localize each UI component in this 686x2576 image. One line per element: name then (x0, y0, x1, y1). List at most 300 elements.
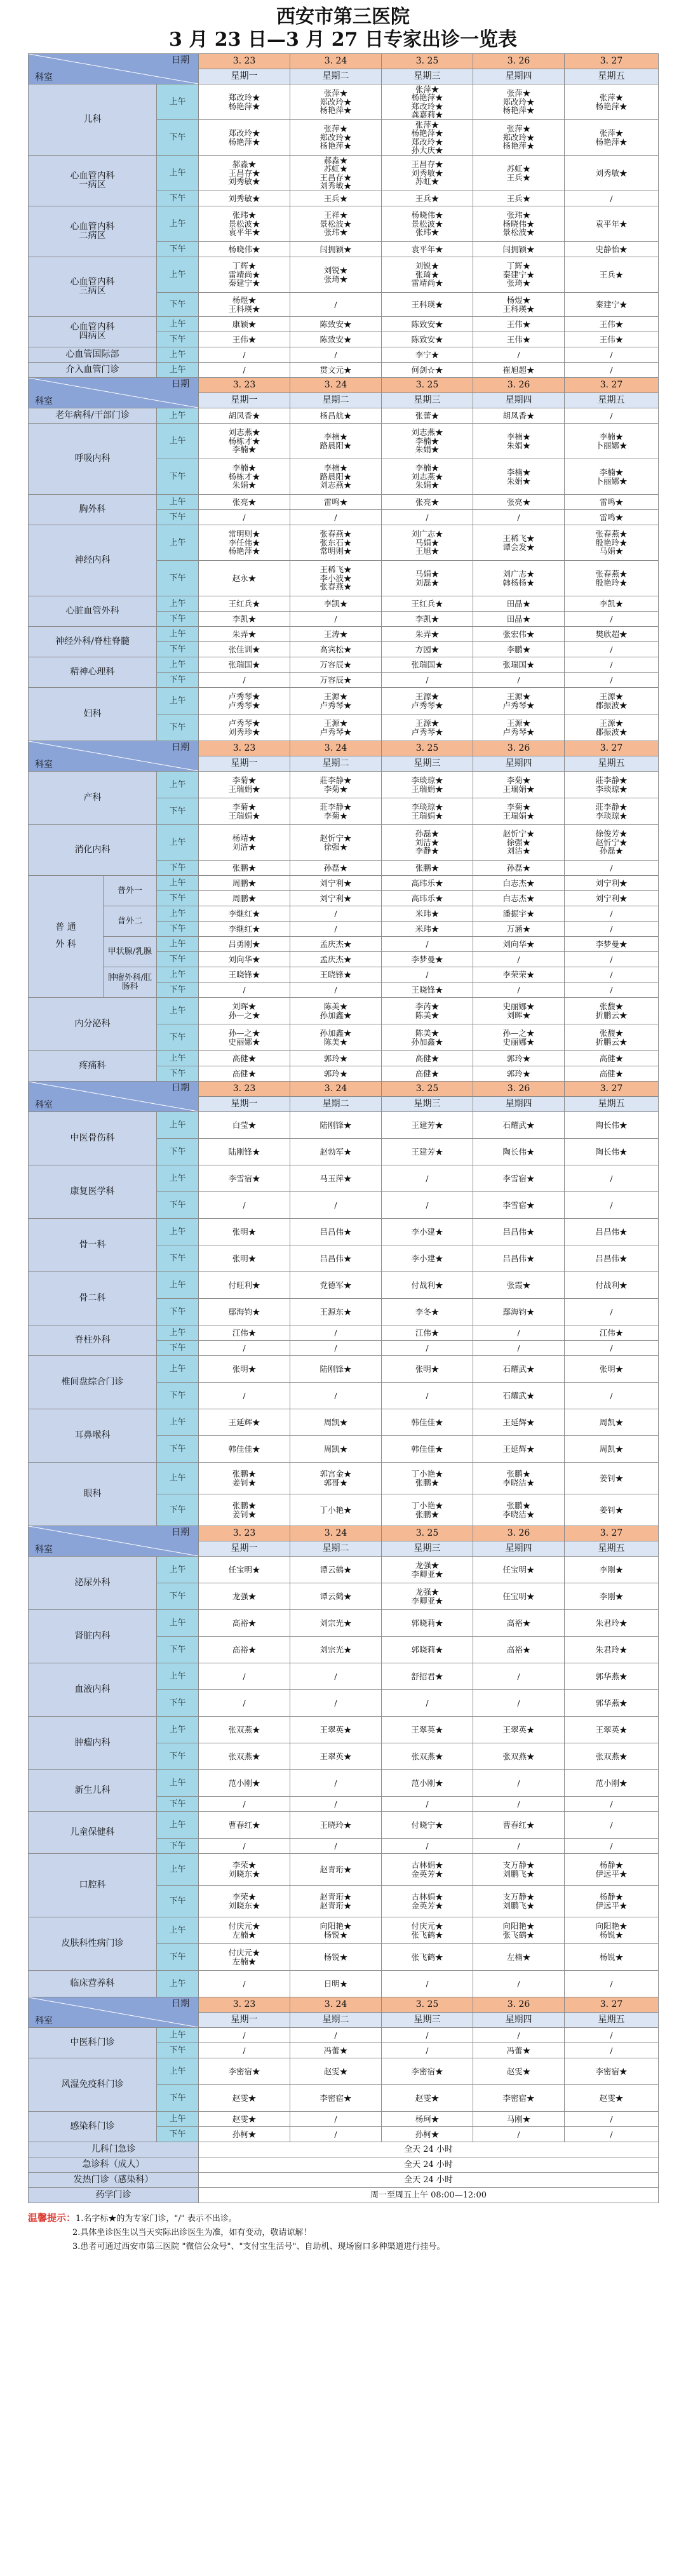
time-slot: 下午 (157, 120, 199, 156)
doctor-cell: 杨煜★ 王科瑛★ (199, 293, 290, 317)
doctor-cell: 李菊★ 王瑞娟★ (199, 772, 290, 798)
doctor-cell: 陈美★ 孙加鑫★ (382, 1024, 473, 1051)
doctor-cell: 李楠★ 卜丽娜★ (565, 424, 659, 459)
surgery-group-label (29, 876, 104, 998)
doctor-cell: / (565, 673, 659, 688)
time-slot: 下午 (157, 861, 199, 876)
doctor-cell: 杨锐★ (290, 1944, 382, 1971)
doctor-cell: 马刚★ (473, 2112, 565, 2127)
doctor-cell: 王祥★ 景松波★ 张玮★ (290, 206, 382, 242)
table-row (29, 596, 659, 612)
doctor-cell: 李楠★ 杨栋才★ 朱娟★ (199, 459, 290, 495)
doctor-cell: 刘宗光★ (290, 1610, 382, 1637)
department-name (29, 627, 157, 657)
department-name (29, 1463, 157, 1526)
doctor-cell: 白志杰★ (473, 876, 565, 891)
table-row (29, 967, 659, 983)
doctor-cell: 李楠★ 路晨阳★ (290, 424, 382, 459)
doctor-cell: 王伟★ (473, 317, 565, 332)
header-date-label: 日期 (172, 55, 190, 65)
table-row (29, 347, 659, 363)
notes-box (28, 2211, 658, 2254)
doctor-cell: 曹春红★ (199, 1812, 290, 1839)
doctor-cell: / (565, 347, 659, 363)
header-date: 3. 26 (473, 741, 565, 756)
doctor-cell: 莊李静★ 李菊★ (290, 798, 382, 825)
time-slot: 上午 (157, 2112, 199, 2127)
doctor-cell: 丁小艳★ 张鹏★ (382, 1463, 473, 1494)
doctor-cell: 贯文元★ (290, 363, 382, 378)
time-slot: 下午 (157, 2043, 199, 2058)
table-row (29, 1272, 659, 1299)
doctor-cell: 刘锐★ 张琦★ 雷靖尚★ (382, 257, 473, 293)
doctor-cell: / (199, 1341, 290, 1356)
department-name (29, 347, 157, 363)
doctor-cell: 陆刚锋★ (199, 1139, 290, 1165)
doctor-cell: / (565, 363, 659, 378)
doctor-cell: 付晓宁★ (382, 1812, 473, 1839)
doctor-cell: 高健★ (382, 1066, 473, 1082)
department-name (29, 1409, 157, 1463)
doctor-cell: 杨晓伟★ (199, 242, 290, 257)
doctor-cell: 李凯★ (382, 612, 473, 627)
doctor-cell: 李刚★ (565, 1583, 659, 1610)
doctor-cell: / (199, 363, 290, 378)
doctor-cell: 王延辉★ (473, 1436, 565, 1463)
doctor-cell: 张鹏★ (382, 861, 473, 876)
doctor-cell: 丁小艳★ 张鹏★ (382, 1494, 473, 1526)
doctor-cell: 孟庆杰★ (290, 952, 382, 967)
doctor-cell: 张春燕★ 张东石★ 常明则★ (290, 525, 382, 561)
table-row (29, 2112, 659, 2127)
header-weekday: 星期四 (473, 1541, 565, 1557)
header-date-label: 日期 (172, 379, 190, 389)
doctor-cell: 张双燕★ (199, 1743, 290, 1770)
doctor-cell: 刘秀敏★ (565, 156, 659, 191)
department-name-line: 骨二科 (79, 1292, 106, 1303)
doctor-cell: 高玮乐★ (382, 891, 473, 906)
department-name (29, 1610, 157, 1663)
doctor-cell: 张亮★ (473, 495, 565, 510)
doctor-cell: / (473, 1341, 565, 1356)
doctor-cell: 徐俊芳★ 赵忻宁★ 孙磊★ (565, 825, 659, 861)
department-name-line: 中医科门诊 (70, 2037, 115, 2048)
doctor-cell: 王源★ 郡振波★ (565, 688, 659, 714)
doctor-cell: 王源★ 卢秀琴★ (473, 688, 565, 714)
header-date: 3. 24 (290, 741, 382, 756)
doctor-cell: 常明则★ 李任伟★ 杨艳萍★ (199, 525, 290, 561)
doctor-cell: / (473, 510, 565, 525)
doctor-cell: 张飞鹤★ (382, 1944, 473, 1971)
sub-department-name: 普外二 (104, 906, 157, 937)
doctor-cell: 谭云鹤★ (290, 1557, 382, 1583)
sub-department-name: 甲状腺/乳腺 (104, 937, 157, 967)
doctor-cell: 杨锐★ (565, 1944, 659, 1971)
table-row (29, 688, 659, 714)
table-row (29, 1325, 659, 1341)
department-name-line: 心血管国际部 (65, 349, 119, 359)
doctor-cell: 刘广志★ 韩杨杨★ (473, 561, 565, 596)
doctor-cell: 王昌存★ 刘秀敏★ 苏虹★ (382, 156, 473, 191)
doctor-cell: 张萍★ 杨艳萍★ (565, 84, 659, 120)
time-slot: 上午 (157, 84, 199, 120)
header-dept-label: 科室 (35, 1099, 53, 1110)
department-name (29, 1557, 157, 1610)
doctor-cell: 任宝明★ (199, 1557, 290, 1583)
doctor-cell: 朱君玲★ (565, 1637, 659, 1663)
doctor-cell: 张玮★ 杨晓伟★ 景松波★ (473, 206, 565, 242)
doctor-cell: 吕勇刚★ (199, 937, 290, 952)
doctor-cell: 田晶★ (473, 612, 565, 627)
doctor-cell: 王翠英★ (473, 1717, 565, 1743)
doctor-cell: 田晶★ (473, 596, 565, 612)
doctor-cell: 张萍★ 郑改玲★ 杨艳萍★ (290, 120, 382, 156)
doctor-cell: 陈致安★ (290, 317, 382, 332)
doctor-cell: 王稀飞★ 谭会发★ (473, 525, 565, 561)
department-name-line: 心血管内科 (70, 322, 115, 332)
department-name (29, 408, 157, 424)
doctor-cell: 郭玲★ (473, 1051, 565, 1066)
table-row (29, 1717, 659, 1743)
doctor-cell: 张双燕★ (199, 1717, 290, 1743)
doctor-cell: 王源★ 卢秀琴★ (473, 714, 565, 741)
header-weekday: 星期四 (473, 1097, 565, 1112)
doctor-cell: 周凯★ (290, 1409, 382, 1436)
doctor-cell: 高健★ (199, 1066, 290, 1082)
table-row (29, 1356, 659, 1383)
doctor-cell: / (565, 2043, 659, 2058)
header-date-row (29, 1997, 659, 2013)
doctor-cell: 李楠★ 路晨阳★ 刘志燕★ (290, 459, 382, 495)
header-date-label: 日期 (172, 742, 190, 753)
doctor-cell: 高玮乐★ (382, 876, 473, 891)
doctor-cell: 左楠★ (473, 1944, 565, 1971)
doctor-cell: 高宾松★ (290, 642, 382, 657)
doctor-cell: 日明★ (290, 1971, 382, 1997)
doctor-cell: 赵忻宁★ 徐强★ (290, 825, 382, 861)
table-row (29, 1463, 659, 1494)
doctor-cell: / (565, 1341, 659, 1356)
doctor-cell: 赵雯★ (290, 2058, 382, 2085)
doctor-cell: 李密宿★ (199, 2058, 290, 2085)
doctor-cell: 李菊★ 王瑞娟★ (199, 798, 290, 825)
doctor-cell: / (473, 1663, 565, 1690)
doctor-cell: / (199, 673, 290, 688)
doctor-cell: / (565, 1812, 659, 1839)
doctor-cell: 王源★ 卢秀琴★ (290, 688, 382, 714)
time-slot: 下午 (157, 673, 199, 688)
header-weekday: 星期三 (382, 1097, 473, 1112)
doctor-cell: / (290, 1690, 382, 1717)
doctor-cell: 张萍★ 杨艳萍★ (565, 120, 659, 156)
doctor-cell: 郝淼★ 王昌存★ 刘秀敏★ (199, 156, 290, 191)
doctor-cell: 周凯★ (290, 1436, 382, 1463)
time-slot: 下午 (157, 1690, 199, 1717)
time-slot: 下午 (157, 1245, 199, 1272)
doctor-cell: / (199, 1690, 290, 1717)
department-name (29, 1971, 157, 1997)
doctor-cell: 李菊★ 王瑞娟★ (473, 772, 565, 798)
doctor-cell: / (382, 1797, 473, 1812)
doctor-cell: / (565, 1299, 659, 1325)
time-slot: 上午 (157, 1409, 199, 1436)
time-slot: 下午 (157, 561, 199, 596)
department-name-line: 新生儿科 (74, 1785, 111, 1795)
department-name-line: 风湿免疫科门诊 (61, 2079, 124, 2090)
doctor-cell: 王延辉★ (473, 1409, 565, 1436)
doctor-cell: 王稀飞★ 李小波★ 张春燕★ (290, 561, 382, 596)
doctor-cell: 孙磊★ (290, 861, 382, 876)
header-date: 3. 24 (290, 378, 382, 393)
table-row (29, 424, 659, 459)
doctor-cell: 闫拥颖★ (473, 242, 565, 257)
time-slot: 下午 (157, 1383, 199, 1409)
doctor-cell: 赵青珩★ (290, 1854, 382, 1886)
doctor-cell: / (382, 1971, 473, 1997)
doctor-cell: 王源★ 卢秀琴★ (382, 688, 473, 714)
header-weekday: 星期一 (199, 2013, 290, 2028)
time-slot: 下午 (157, 983, 199, 998)
department-name (29, 657, 157, 688)
doctor-cell: 张萍★ 郑改玲★ 杨艳萍★ (473, 120, 565, 156)
doctor-cell: 李凯★ (199, 612, 290, 627)
doctor-cell: 康颖★ (199, 317, 290, 332)
time-slot: 上午 (157, 1356, 199, 1383)
doctor-cell: 王晓锋★ (290, 967, 382, 983)
time-slot: 上午 (157, 525, 199, 561)
table-row (29, 906, 659, 922)
time-slot: 上午 (157, 1557, 199, 1583)
time-slot: 上午 (157, 596, 199, 612)
department-name-line: 儿童保健科 (70, 1827, 115, 1837)
time-slot: 上午 (157, 1463, 199, 1494)
department-name-line: 心血管内科 (70, 171, 115, 181)
time-slot: 上午 (157, 1971, 199, 1997)
doctor-cell: 郑改玲★ 杨艳萍★ (199, 84, 290, 120)
time-slot: 下午 (157, 459, 199, 495)
header-weekday: 星期三 (382, 393, 473, 408)
header-weekday: 星期三 (382, 756, 473, 772)
doctor-cell: 莊李静★ 李琰琼★ (565, 772, 659, 798)
doctor-cell: / (290, 1770, 382, 1797)
doctor-cell: / (565, 1165, 659, 1192)
doctor-cell: 王涛★ (290, 627, 382, 642)
doctor-cell: / (565, 967, 659, 983)
time-slot: 上午 (157, 657, 199, 673)
time-slot: 上午 (157, 495, 199, 510)
header-date-row (29, 1526, 659, 1541)
doctor-cell: 王伟★ (565, 317, 659, 332)
doctor-cell: 陶长伟★ (473, 1139, 565, 1165)
doctor-cell: 支万静★ 刘鹏飞★ (473, 1886, 565, 1917)
doctor-cell: 李凯★ (290, 596, 382, 612)
doctor-cell: / (382, 1165, 473, 1192)
doctor-cell: / (565, 1971, 659, 1997)
time-slot: 下午 (157, 1494, 199, 1526)
time-slot: 下午 (157, 1944, 199, 1971)
doctor-cell: 张明★ (199, 1356, 290, 1383)
table-row (29, 1557, 659, 1583)
doctor-cell: 鄢海钧★ (199, 1299, 290, 1325)
table-row (29, 525, 659, 561)
time-slot: 下午 (157, 1066, 199, 1082)
doctor-cell: 马玉萍★ (290, 1165, 382, 1192)
doctor-cell: 古林娟★ 金英芳★ (382, 1886, 473, 1917)
doctor-cell: / (290, 983, 382, 998)
doctor-cell: 赵雯★ (473, 2058, 565, 2085)
header-weekday: 星期二 (290, 756, 382, 772)
time-slot: 下午 (157, 2085, 199, 2112)
doctor-cell: / (290, 293, 382, 317)
doctor-cell: 吕昌伟★ (290, 1245, 382, 1272)
doctor-cell: 李荣★ 刘晓东★ (199, 1886, 290, 1917)
department-name (29, 2028, 157, 2058)
time-slot: 下午 (157, 642, 199, 657)
time-slot: 上午 (157, 1812, 199, 1839)
doctor-cell: 陶长伟★ (565, 1139, 659, 1165)
time-slot: 上午 (157, 1219, 199, 1245)
sub-department-name: 普外一 (104, 876, 157, 906)
doctor-cell: / (290, 347, 382, 363)
doctor-cell: 吕昌伟★ (565, 1219, 659, 1245)
doctor-cell: 王伟★ (473, 332, 565, 347)
doctor-cell: / (199, 1663, 290, 1690)
time-slot: 上午 (157, 1917, 199, 1944)
department-name (29, 257, 157, 317)
doctor-cell: 郑改玲★ 杨艳萍★ (199, 120, 290, 156)
doctor-cell: 龙强★ 李卿亚★ (382, 1583, 473, 1610)
doctor-cell: 高裕★ (473, 1610, 565, 1637)
time-slot: 下午 (157, 798, 199, 825)
doctor-cell: 张双燕★ (382, 1743, 473, 1770)
header-date-row (29, 1082, 659, 1097)
doctor-cell: 李梦曼★ (382, 952, 473, 967)
header-weekday: 星期四 (473, 756, 565, 772)
doctor-cell: 丁辉★ 雷靖尚★ 秦建宁★ (199, 257, 290, 293)
doctor-cell: 吕昌伟★ (473, 1245, 565, 1272)
doctor-cell: / (382, 1383, 473, 1409)
table-row (29, 206, 659, 242)
doctor-cell: 陆刚锋★ (290, 1112, 382, 1139)
table-row (29, 937, 659, 952)
doctor-cell: 莊李静★ 李琰琼★ (565, 798, 659, 825)
department-name (29, 2112, 157, 2142)
doctor-cell: 朱弄★ (199, 627, 290, 642)
doctor-cell: 姜钊★ (565, 1463, 659, 1494)
doctor-cell: / (290, 612, 382, 627)
doctor-cell: 石耀武★ (473, 1383, 565, 1409)
doctor-cell: / (382, 510, 473, 525)
header-date: 3. 27 (565, 1082, 659, 1097)
doctor-cell: 郭华燕★ (565, 1690, 659, 1717)
department-name-line: 临床营养科 (70, 1978, 115, 1989)
doctor-cell: 孙磊★ 刘洁★ 李静★ (382, 825, 473, 861)
doctor-cell: 高健★ (565, 1066, 659, 1082)
doctor-cell: 周凯★ (565, 1409, 659, 1436)
doctor-cell: 闫拥颖★ (290, 242, 382, 257)
doctor-cell: 李密宿★ (290, 2085, 382, 2112)
time-slot: 上午 (157, 825, 199, 861)
time-slot: 下午 (157, 952, 199, 967)
time-slot: 上午 (157, 424, 199, 459)
schedule-wide-value: 全天 24 小时 (199, 2142, 659, 2157)
time-slot: 上午 (157, 408, 199, 424)
time-slot: 上午 (157, 1610, 199, 1637)
doctor-cell: 苏虹★ 王兵★ (473, 156, 565, 191)
doctor-cell: 周鹏★ (199, 891, 290, 906)
doctor-cell: 杨静★ 伊远平★ (565, 1886, 659, 1917)
header-date: 3. 27 (565, 741, 659, 756)
doctor-cell: 郭晓莉★ (382, 1610, 473, 1637)
department-name: 药学门诊 (29, 2188, 199, 2203)
doctor-cell: / (565, 861, 659, 876)
header-weekday: 星期二 (290, 1541, 382, 1557)
department-name (29, 596, 157, 627)
doctor-cell: 王建芳★ (382, 1112, 473, 1139)
header-date: 3. 27 (565, 1997, 659, 2013)
doctor-cell: / (290, 1663, 382, 1690)
department-name (29, 1051, 157, 1082)
header-date: 3. 23 (199, 378, 290, 393)
doctor-cell: / (565, 2028, 659, 2043)
doctor-cell: 曹春红★ (473, 1812, 565, 1839)
doctor-cell: 周鹏★ (199, 876, 290, 891)
header-date: 3. 27 (565, 378, 659, 393)
header-corner (29, 1526, 199, 1557)
doctor-cell: 李宁★ (382, 347, 473, 363)
doctor-cell: 刘秀敏★ (199, 191, 290, 206)
department-name-line: 椎间盘综合门诊 (61, 1376, 124, 1387)
doctor-cell: / (290, 510, 382, 525)
doctor-cell: 赵雯★ (199, 2085, 290, 2112)
table-row (29, 1051, 659, 1066)
header-corner (29, 741, 199, 772)
header-weekday: 星期五 (565, 393, 659, 408)
doctor-cell: 孙—之★ 史丽娜★ (199, 1024, 290, 1051)
department-name-line: 眼科 (83, 1488, 102, 1499)
doctor-cell: 郭华燕★ (565, 1663, 659, 1690)
header-dept-label: 科室 (35, 1544, 53, 1555)
doctor-cell: / (382, 967, 473, 983)
department-name (29, 495, 157, 525)
department-name-line: 耳鼻喉科 (74, 1430, 111, 1440)
doctor-cell: 古林娟★ 金英芳★ (382, 1854, 473, 1886)
doctor-cell: 陆刚锋★ (290, 1356, 382, 1383)
header-date-label: 日期 (172, 1083, 190, 1093)
doctor-cell: 王兵★ (565, 257, 659, 293)
schedule-wide-value: 周一至周五上午 08:00—12:00 (199, 2188, 659, 2203)
doctor-cell: 张霞★ (473, 1272, 565, 1299)
doctor-cell: 张鹏★ 李晓洁★ (473, 1463, 565, 1494)
doctor-cell: 刘锐★ 张琦★ (290, 257, 382, 293)
doctor-cell: 陈致安★ (382, 332, 473, 347)
header-date: 3. 27 (565, 54, 659, 69)
doctor-cell: 王兵★ (382, 191, 473, 206)
time-slot: 上午 (157, 257, 199, 293)
doctor-cell: 王翠英★ (382, 1717, 473, 1743)
doctor-cell: 李密宿★ (473, 2085, 565, 2112)
time-slot: 上午 (157, 906, 199, 922)
header-weekday: 星期一 (199, 69, 290, 84)
table-row (29, 2142, 659, 2157)
doctor-cell: 姜钊★ (565, 1494, 659, 1526)
doctor-cell: 郭玲★ (473, 1066, 565, 1082)
doctor-cell: 张亮★ (382, 495, 473, 510)
department-name (29, 1112, 157, 1165)
doctor-cell: 王科瑛★ (382, 293, 473, 317)
time-slot: 下午 (157, 332, 199, 347)
department-name-line: 精神心理科 (70, 666, 115, 677)
